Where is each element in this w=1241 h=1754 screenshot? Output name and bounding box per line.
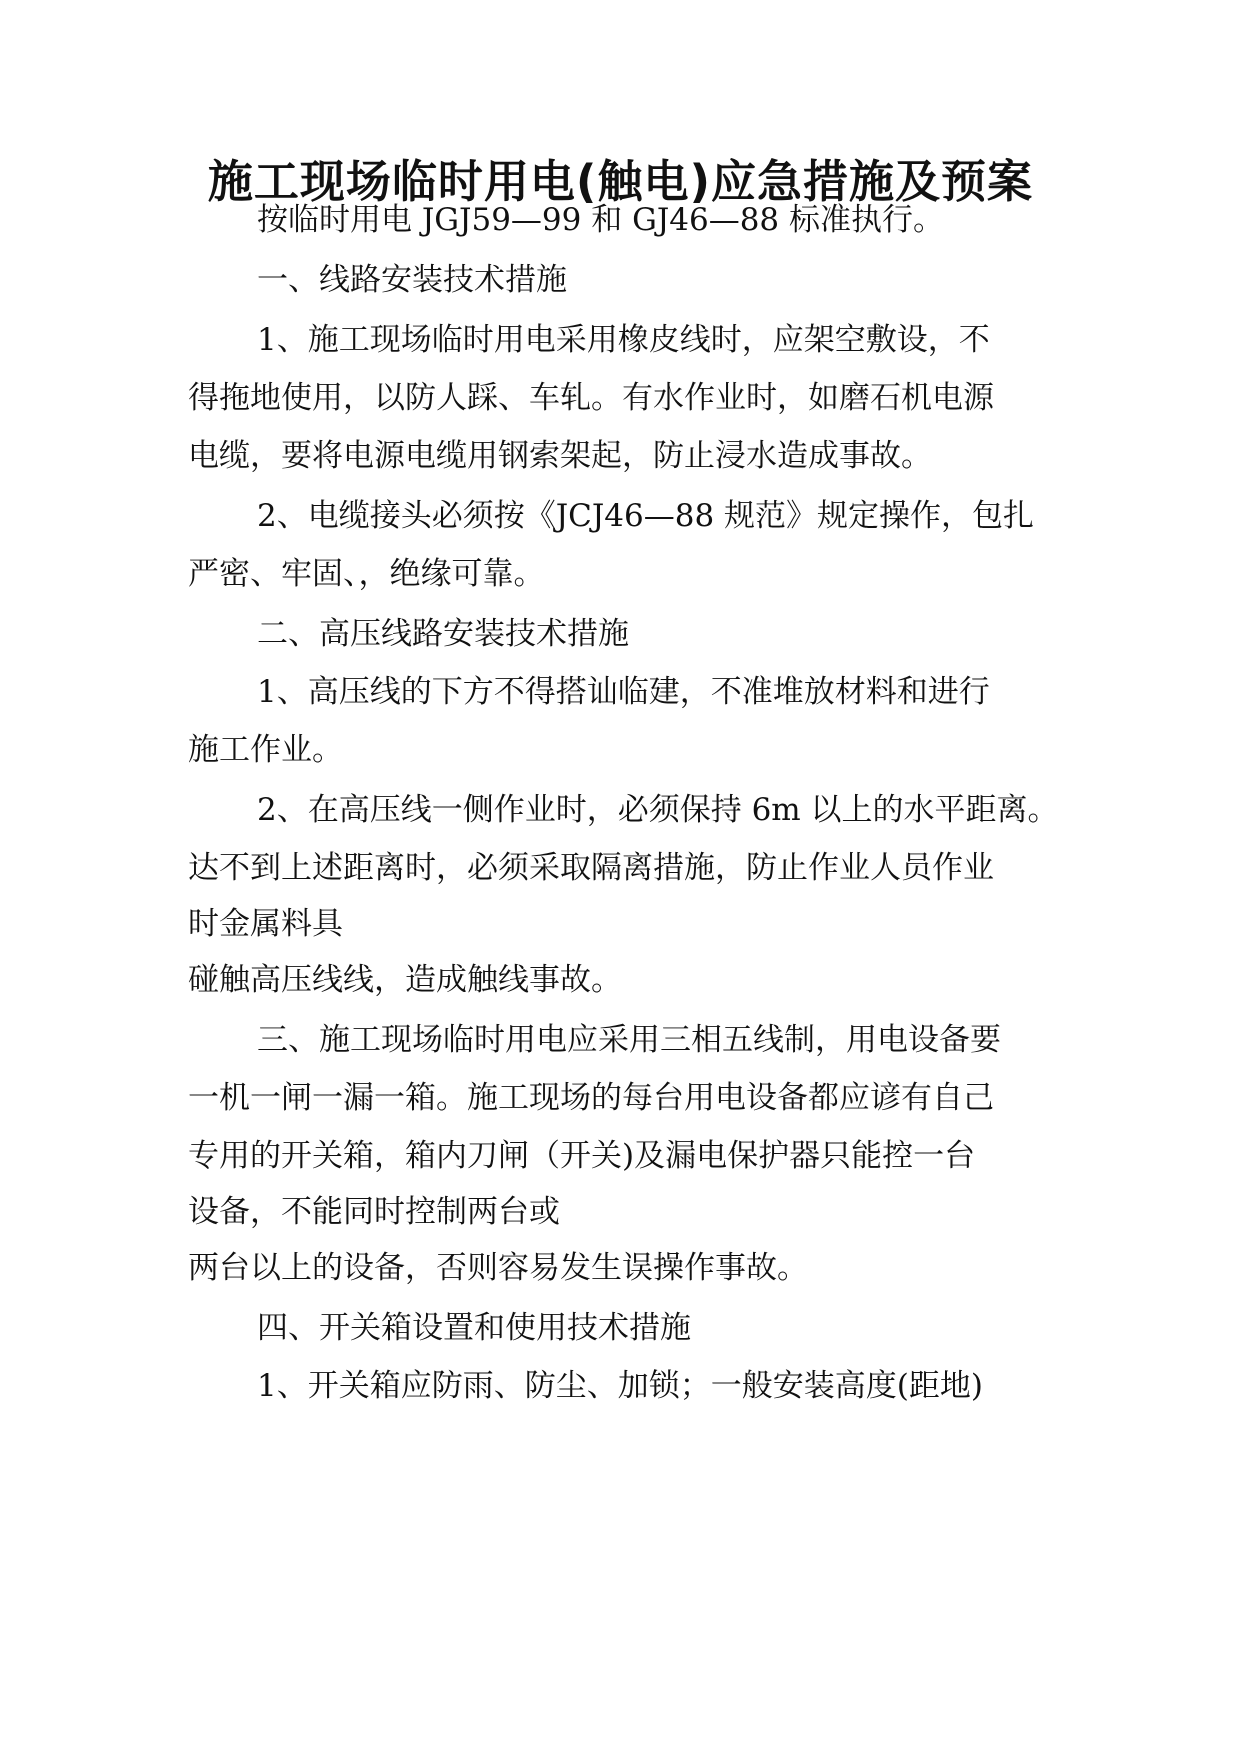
text-line: 2、电缆接头必须按《JCJ46—88 规范》规定操作，包扎: [257, 498, 1035, 534]
text-line: 1、施工现场临时用电采用橡皮线时，应架空敷设，不: [257, 322, 990, 358]
text-line: 一机一闸一漏一箱。施工现场的每台用电设备都应谚有自己: [188, 1080, 994, 1116]
text-line: 施工作业。: [188, 732, 343, 768]
text-line: 设备，不能同时控制两台或: [188, 1194, 560, 1230]
text-line: 得拖地使用，以防人踩、车轧。有水作业时，如磨石机电源: [188, 380, 994, 416]
heading-section-4: 四、开关箱设置和使用技术措施: [257, 1310, 691, 1346]
text-line: 专用的开关箱，箱内刀闸（开关)及漏电保护器只能控一台: [188, 1138, 976, 1174]
text-line: 1、开关箱应防雨、防尘、加锁；一般安装高度(距地): [257, 1368, 983, 1404]
heading-section-1: 一、线路安装技术措施: [257, 262, 567, 298]
text-line: 电缆，要将电源电缆用钢索架起，防止浸水造成事故。: [188, 438, 932, 474]
text-line: 达不到上述距离时，必须采取隔离措施，防止作业人员作业: [188, 850, 994, 886]
text-line: 两台以上的设备，否则容易发生误操作事故。: [188, 1250, 808, 1286]
text-line: 时金属料具: [188, 906, 343, 942]
text-line: 1、高压线的下方不得搭讪临建，不准堆放材料和进行: [257, 674, 990, 710]
document-title: 施工现场临时用电(触电)应急措施及预案: [207, 155, 1034, 208]
text-line: 2、在高压线一侧作业时，必须保持 6m 以上的水平距离。: [257, 792, 1059, 828]
heading-section-2: 二、高压线路安装技术措施: [257, 616, 629, 652]
paragraph-standard: 按临时用电 JGJ59—99 和 GJ46—88 标准执行。: [257, 202, 945, 238]
text-line: 严密、牢固、，绝缘可靠。: [188, 556, 545, 592]
heading-section-3: 三、施工现场临时用电应采用三相五线制，用电设备要: [257, 1022, 1001, 1058]
text-line: 碰触高压线线，造成触线事故。: [188, 962, 622, 998]
